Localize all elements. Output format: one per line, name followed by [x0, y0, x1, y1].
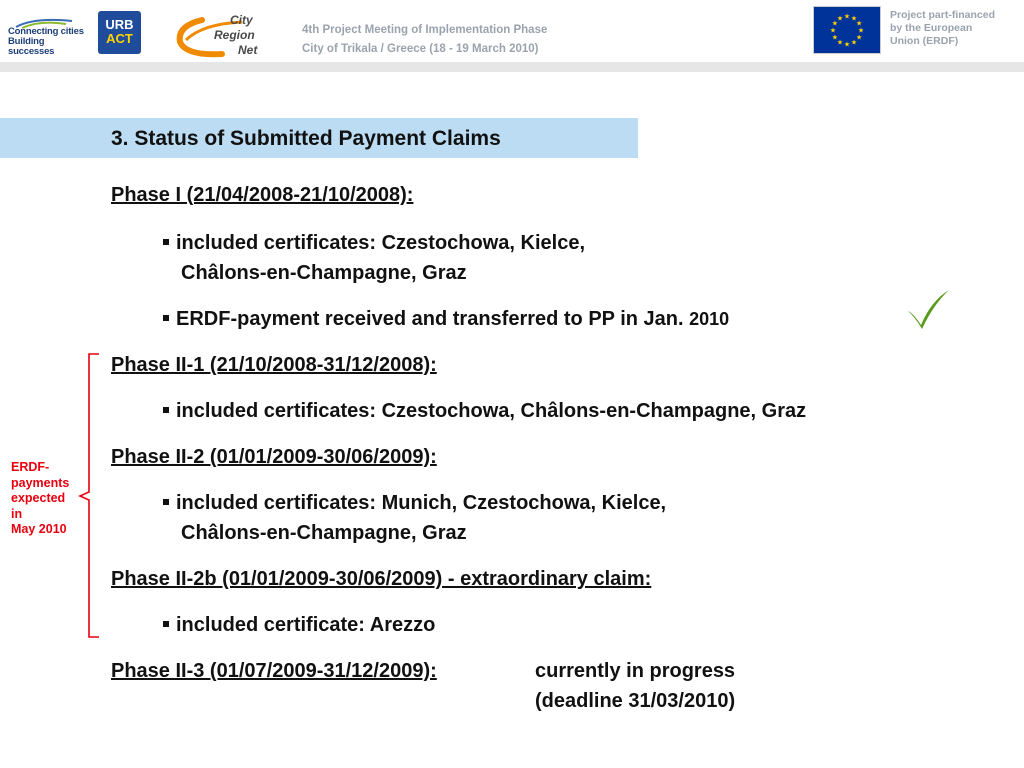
- eu-star-icon: ★: [829, 27, 837, 35]
- eu-star-icon: ★: [843, 13, 851, 21]
- header-divider: [0, 62, 1024, 72]
- urbact-logo-line1: URB: [105, 17, 134, 32]
- connecting-cities-logo: [8, 27, 92, 57]
- city-region-net-logo: [172, 12, 272, 58]
- phase-2-3-status: currently in progress: [535, 660, 736, 682]
- phase-2-2-bullet-1-cont: Châlons-en-Champagne, Graz: [181, 522, 467, 544]
- eu-star-icon: ★: [843, 41, 851, 49]
- eu-star-icon: ★: [857, 27, 865, 35]
- slide-header: [0, 0, 1024, 62]
- connecting-cities-swoosh-icon: [14, 17, 74, 29]
- phase-1-bullet-2: [163, 307, 729, 331]
- side-note-line5: May 2010: [11, 522, 67, 536]
- urbact-logo-line2: ACT: [106, 31, 133, 46]
- erdf-payment-note: [11, 460, 69, 538]
- crn-line2: Region: [214, 28, 255, 42]
- connecting-cities-line1: Connecting cities: [8, 26, 84, 37]
- side-note-line2: payments: [11, 475, 70, 490]
- phase-1-bullet-2-text: ERDF-payment received and transferred to PP in Jan.: [176, 308, 684, 330]
- phase-1-bullet-1-cont: Châlons-en-Champagne, Graz: [181, 262, 467, 284]
- meeting-line2: City of Trikala / Greece (18 - 19 March 2010): [302, 43, 539, 55]
- eu-star-icon: ★: [831, 34, 839, 42]
- eu-star-icon: ★: [850, 39, 858, 47]
- slide-title: 3. Status of Submitted Payment Claims: [111, 127, 501, 150]
- phase-2-1-heading: Phase II-1 (21/10/2008-31/12/2008):: [111, 354, 437, 376]
- side-note-line4: in: [11, 506, 23, 521]
- eu-funding-note: [890, 9, 1015, 48]
- phase-2-3-heading: Phase II-3 (01/07/2009-31/12/2009):: [111, 660, 437, 682]
- eu-star-icon: ★: [855, 20, 863, 28]
- eu-star-icon: ★: [836, 39, 844, 47]
- phase-2-1-bullet-1: [163, 399, 806, 423]
- phase-2-1-bullet-1-text: included certificates: Czestochowa, Châlons-en-Champagne, Graz: [176, 400, 807, 422]
- phase-1-bullet-1-text: included certificates: Czestochowa, Kielce,: [176, 232, 586, 254]
- crn-line3: Net: [238, 43, 258, 57]
- phase-1-bullet-2-year: 2010: [689, 309, 730, 329]
- bullet-square-icon: [163, 239, 169, 245]
- phase-2-2-heading: Phase II-2 (01/01/2009-30/06/2009):: [111, 446, 437, 468]
- connecting-cities-line2: Building successes: [8, 36, 55, 57]
- bullet-square-icon: [163, 407, 169, 413]
- urbact-logo: [98, 11, 141, 54]
- eu-star-icon: ★: [850, 15, 858, 23]
- eu-line2: by the European: [890, 22, 973, 34]
- phase-2-2b-heading: Phase II-2b (01/01/2009-30/06/2009) - extraordinary claim:: [111, 568, 652, 590]
- eu-star-icon: ★: [831, 20, 839, 28]
- meeting-line1: 4th Project Meeting of Implementation Phase: [302, 24, 548, 36]
- phase-2-2-bullet-1-text: included certificates: Munich, Czestochowa, Kielce,: [176, 492, 667, 514]
- phase-bracket: [78, 352, 108, 640]
- phase-2-2b-bullet-1-text: included certificate: Arezzo: [176, 614, 436, 636]
- eu-star-icon: ★: [855, 34, 863, 42]
- crn-line1: City: [230, 13, 253, 27]
- phase-2-2-bullet-1: [163, 491, 666, 515]
- bullet-square-icon: [163, 499, 169, 505]
- bullet-square-icon: [163, 621, 169, 627]
- meeting-info: [302, 21, 547, 59]
- phase-1-bullet-1: [163, 231, 585, 255]
- eu-flag-icon: [813, 6, 881, 54]
- eu-line1: Project part-financed: [890, 9, 996, 21]
- side-note-line1: ERDF-: [11, 460, 50, 474]
- eu-line3: Union (ERDF): [890, 35, 959, 47]
- bullet-square-icon: [163, 315, 169, 321]
- phase-2-3-deadline: (deadline 31/03/2010): [535, 690, 736, 712]
- eu-star-icon: ★: [836, 15, 844, 23]
- phase-2-2b-bullet-1: [163, 613, 435, 637]
- checkmark-icon: [905, 287, 951, 333]
- side-note-line3: expected: [11, 491, 66, 505]
- phase-1-heading: Phase I (21/04/2008-21/10/2008):: [111, 184, 414, 206]
